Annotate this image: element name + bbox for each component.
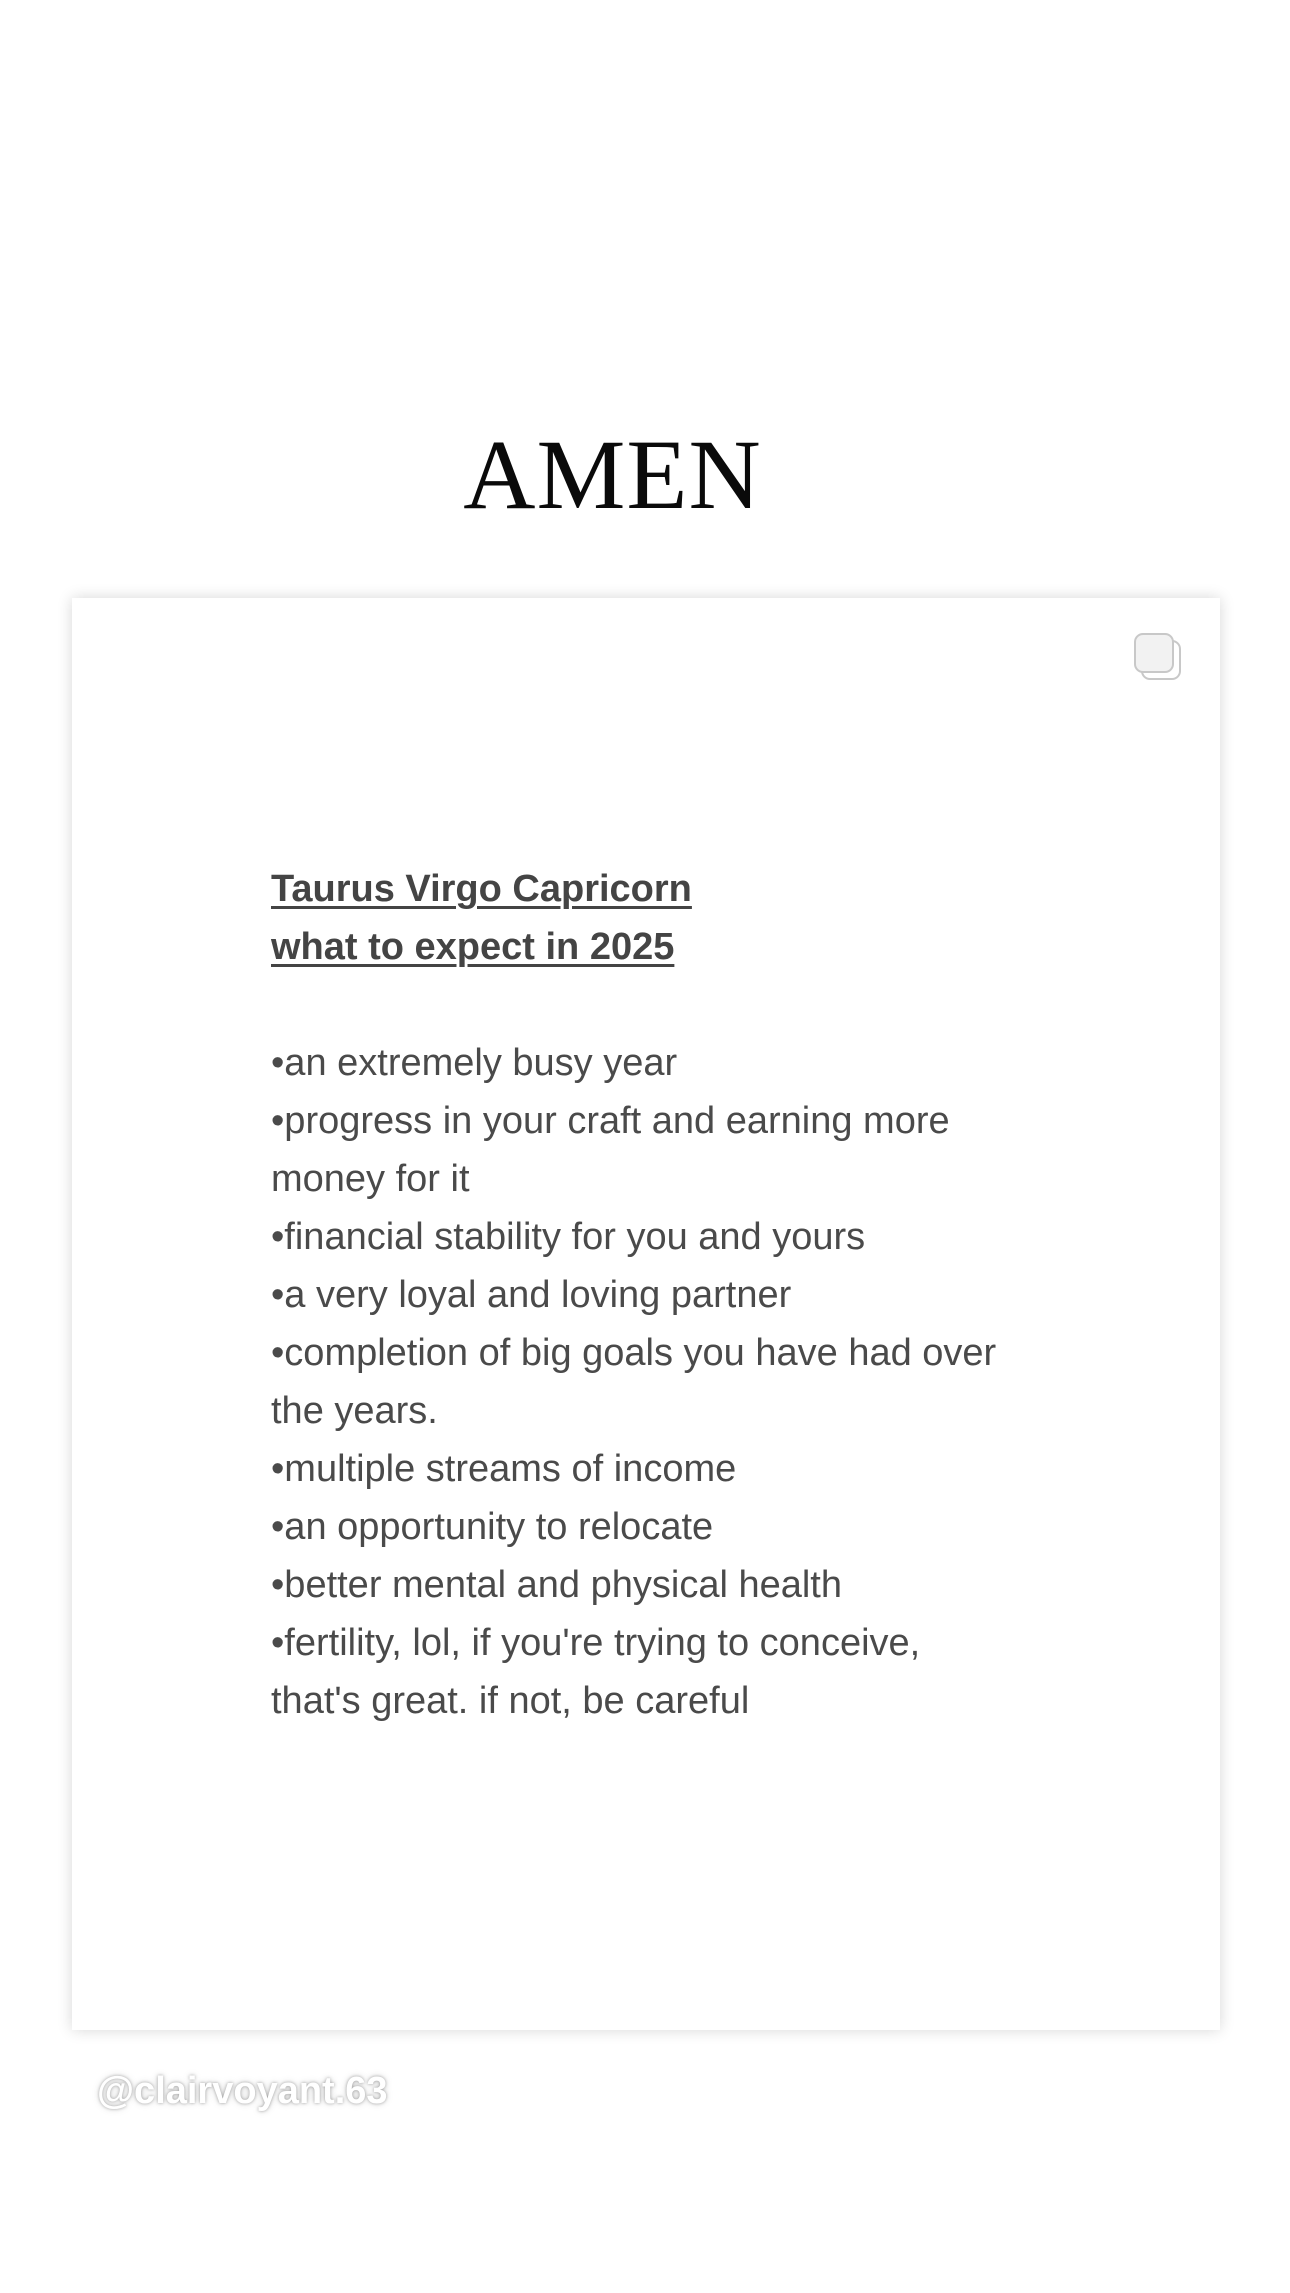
note-line: •multiple streams of income [271, 1448, 737, 1490]
note-line: •an extremely busy year [271, 1042, 678, 1084]
note-line: •an opportunity to relocate [271, 1506, 714, 1548]
note-line: •financial stability for you and yours [271, 1216, 866, 1258]
note-heading-line-2: what to expect in 2025 [271, 926, 675, 968]
note-line: the years. [271, 1390, 438, 1432]
note-line: money for it [271, 1158, 470, 1200]
note-line: •progress in your craft and earning more [271, 1100, 950, 1142]
note-spacer [271, 976, 1091, 1034]
note-line: •better mental and physical health [271, 1564, 842, 1606]
note-body [271, 860, 1091, 1730]
note-line: •a very loyal and loving partner [271, 1274, 792, 1316]
note-card [72, 598, 1220, 2030]
page-title: AMEN [463, 419, 762, 530]
watermark-handle: @clairvoyant.63 [97, 2070, 388, 2112]
note-heading-line-1: Taurus Virgo Capricorn [271, 868, 692, 910]
note-line: •completion of big goals you have had over [271, 1332, 997, 1374]
copy-icon[interactable] [1132, 631, 1184, 683]
note-line: •fertility, lol, if you're trying to conceive, [271, 1622, 921, 1664]
note-line: that's great. if not, be careful [271, 1680, 750, 1722]
